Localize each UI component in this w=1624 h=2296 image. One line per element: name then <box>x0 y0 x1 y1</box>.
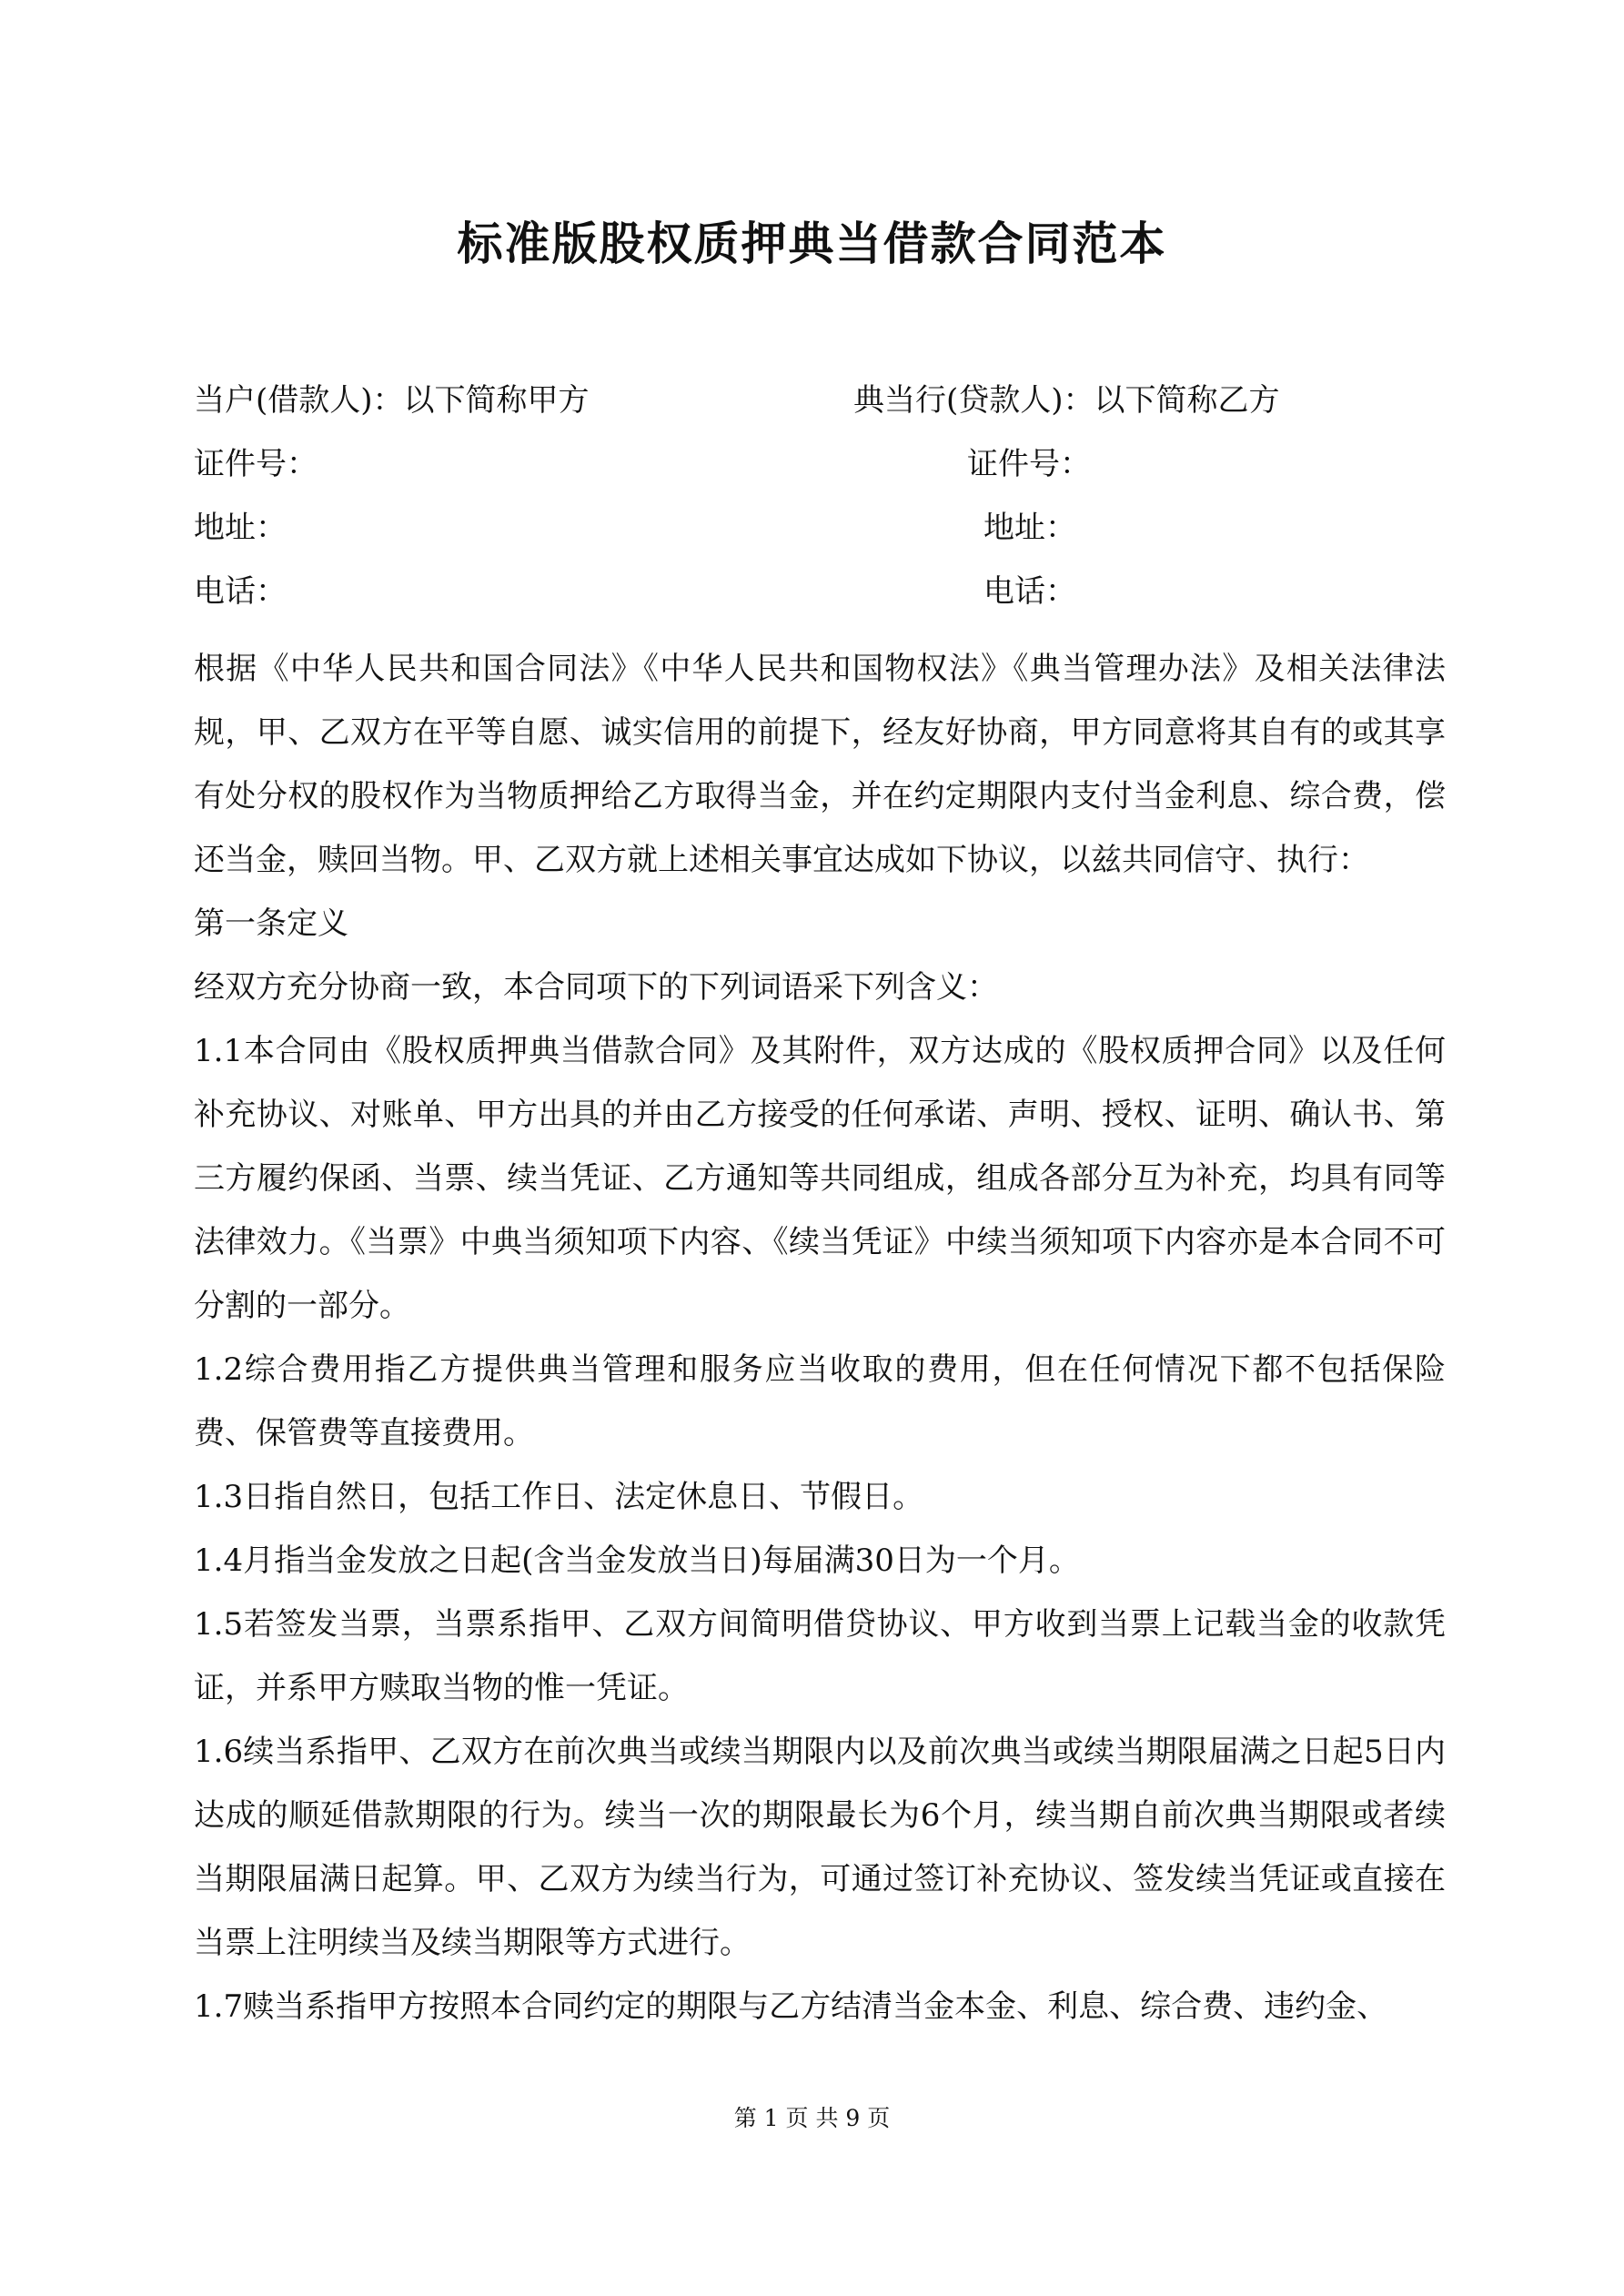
contract-body <box>194 637 1446 2038</box>
document-title: 标准版股权质押典当借款合同范本 <box>457 217 1167 270</box>
article-heading: 第一条定义 <box>194 905 348 942</box>
party-row <box>194 378 1440 441</box>
party-row <box>194 505 1440 569</box>
clause-1-3: 1.3日指自然日，包括工作日、法定休息日、节假日。 <box>194 1479 924 1515</box>
preamble-paragraph: 根据《中华人民共和国合同法》《中华人民共和国物权法》《典当管理办法》及相关法律法规，甲、乙双方在平等自愿、诚实信用的前提下，经友好协商，甲方同意将其自有的或其享有处分权的股权作为当物质押给乙方取得当金，并在约定期限内支付当金利息、综合费，偿还当金，赎回当物。甲、乙双方就上述相关事宜达成如下协议，以兹共同信守、执行： <box>194 651 1446 878</box>
party-row <box>194 569 1440 632</box>
party-b-phone-field: 电话： <box>983 573 1076 610</box>
party-a-phone-field: 电话： <box>194 573 287 610</box>
clause-1-2: 1.2综合费用指乙方提供典当管理和服务应当收取的费用，但在任何情况下都不包括保险费、保管费等直接费用。 <box>194 1351 1446 1451</box>
party-row <box>194 441 1440 505</box>
party-a-id-field: 证件号： <box>194 446 318 482</box>
clause-1-6: 1.6续当系指甲、乙双方在前次典当或续当期限内以及前次典当或续当期限届满之日起5日内达成的顺延借款期限的行为。续当一次的期限最长为6个月，续当期自前次典当期限或者续当期限届满日起算。甲、乙双方为续当行为，可通过签订补充协议、签发续当凭证或直接在当票上注明续当及续当期限等方式进行。 <box>194 1734 1446 1961</box>
party-a-address-field: 地址： <box>194 510 287 546</box>
clause-1-5: 1.5若签发当票，当票系指甲、乙双方间简明借贷协议、甲方收到当票上记载当金的收款凭证，并系甲方赎取当物的惟一凭证。 <box>194 1606 1446 1706</box>
party-b-address-field: 地址： <box>983 510 1076 546</box>
clause-1-1: 1.1本合同由《股权质押典当借款合同》及其附件，双方达成的《股权质押合同》以及任何补充协议、对账单、甲方出具的并由乙方接受的任何承诺、声明、授权、证明、确认书、第三方履约保函、当票、续当凭证、乙方通知等共同组成，组成各部分互为补充，均具有同等法律效力。《当票》中典当须知项下内容、《续当凭证》中续当须知项下内容亦是本合同不可分割的一部分。 <box>194 1033 1446 1324</box>
party-info <box>194 378 1440 632</box>
page-number: 第 1 页 共 9 页 <box>733 2105 891 2131</box>
party-a-label: 当户(借款人)：以下简称甲方 <box>194 382 590 419</box>
party-b-label: 典当行(贷款人)：以下简称乙方 <box>853 382 1280 419</box>
party-b-id-field: 证件号： <box>967 446 1091 482</box>
clause-1-4: 1.4月指当金发放之日起(含当金发放当日)每届满30日为一个月。 <box>194 1542 1080 1579</box>
clause-1-7: 1.7赎当系指甲方按照本合同约定的期限与乙方结清当金本金、利息、综合费、违约金、 <box>194 1988 1388 2025</box>
paragraph: 经双方充分协商一致，本合同项下的下列词语采下列含义： <box>194 969 998 1006</box>
